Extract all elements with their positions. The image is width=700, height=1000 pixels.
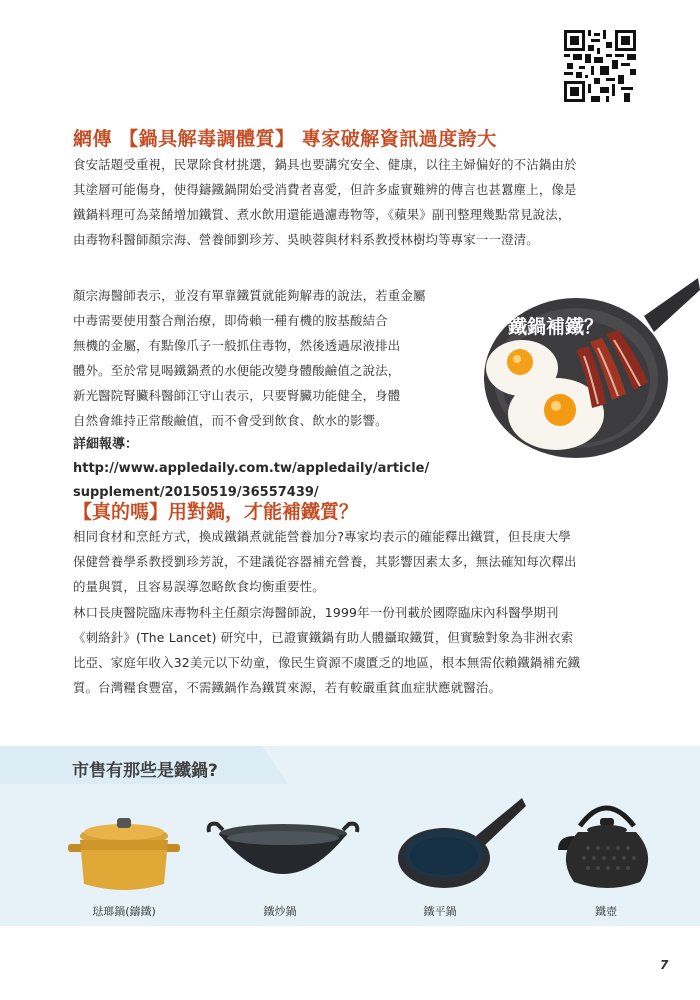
pan-caption: 鐵鍋補鐵？ (508, 316, 604, 338)
nutrition-paragraph: 相同食材和烹飪方式，換成鐵鍋煮就能營養加分?專家均表示的確能釋出鐵質，但長庚大學保健營養學系教授劉珍芳說，不建議從容器補充營養，其影響因素太多，無法確知每次釋出的量與質，且容易誤導忽略飲食均衡重要性。 (73, 529, 577, 594)
intro-paragraph: 食安話題受重視，民眾除食材挑選，鍋具也要講究安全、健康，以往主婦偏好的不沾鍋由於其塗層可能傷身，使得鑄鐵鍋開始受消費者喜愛，但許多虛實難辨的傳言也甚囂塵上，像是鐵鍋料理可為菜餚增加鐵質、煮水飲用還能過濾毒物等，《蘋果》副刊整理幾點常見說法，由毒物科醫師顏宗海、營養師劉珍芳、吳映蓉與材料系教授林樹均等專家一一澄清。 (73, 157, 577, 247)
wok-label: 鐵炒鍋 (263, 905, 297, 918)
enamel-pot-label: 琺瑯鍋(鑄鐵) (92, 905, 156, 918)
detail-report-url-cont[interactable]: supplement/20150519/36557439/ (73, 485, 319, 500)
section-title-iron: 【真的嗎】用對鍋，才能補鐵質？ (73, 501, 359, 523)
qr-code (564, 30, 636, 102)
page-number: 7 (660, 958, 669, 972)
paragraph-line: 新光醫院腎臟科醫師江守山表示，只要腎臟功能健全，身體 (73, 388, 401, 403)
frying-pan-image (484, 276, 700, 462)
lancet-paragraph: 林口長庚醫院臨床毒物科主任顏宗海醫師說，1999年一份刊載於國際臨床內科醫學期刊《刺絡針》(The Lancet) 研究中，已證實鐵鍋有助人體攝取鐵質，但實驗對象為非洲衣索比亞、家庭年收入32美元以下幼童，像民生資源不虞匱乏的地區，根本無需依賴鐵鍋補充鐵質。台灣糧食豐富，不需鐵鍋作為鐵質來源，若有較嚴重貧血症狀應就醫治。 (73, 605, 581, 695)
detail-report-label: 詳細報導： (73, 437, 139, 452)
iron-kettle-label: 鐵壺 (595, 905, 617, 918)
detail-report (73, 433, 493, 505)
paragraph-line: 中毒需要使用螯合劑治療，即倚賴一種有機的胺基酸結合 (73, 313, 388, 328)
enamel-pot-icon (64, 810, 184, 900)
market-title: 市售有那些是鐵鍋? (72, 761, 218, 781)
paragraph-line: 顏宗海醫師表示，並沒有單靠鐵質就能夠解毒的說法，若重金屬 (73, 288, 426, 303)
paragraph-line: 體外。至於常見喝鐵鍋煮的水便能改變身體酸鹼值之說法， (73, 363, 401, 378)
paragraph-line: 無機的金屬，有點像爪子一般抓住毒物，然後透過尿液排出 (73, 338, 401, 353)
frying-pan-icon (396, 796, 526, 892)
paragraph-line: 自然會維持正常酸鹼值，而不會受到飲食、飲水的影響。 (73, 413, 388, 428)
frying-pan-label: 鐵平鍋 (423, 905, 457, 918)
section-title-detox: 網傳 【鍋具解毒調體質】 專家破解資訊過度誇大 (73, 128, 497, 150)
detail-report-url[interactable]: http://www.appledaily.com.tw/appledaily/article/ (73, 461, 430, 476)
wok-icon (205, 818, 361, 898)
doctor-statement-paragraph (73, 283, 473, 433)
iron-kettle-icon (554, 796, 660, 894)
